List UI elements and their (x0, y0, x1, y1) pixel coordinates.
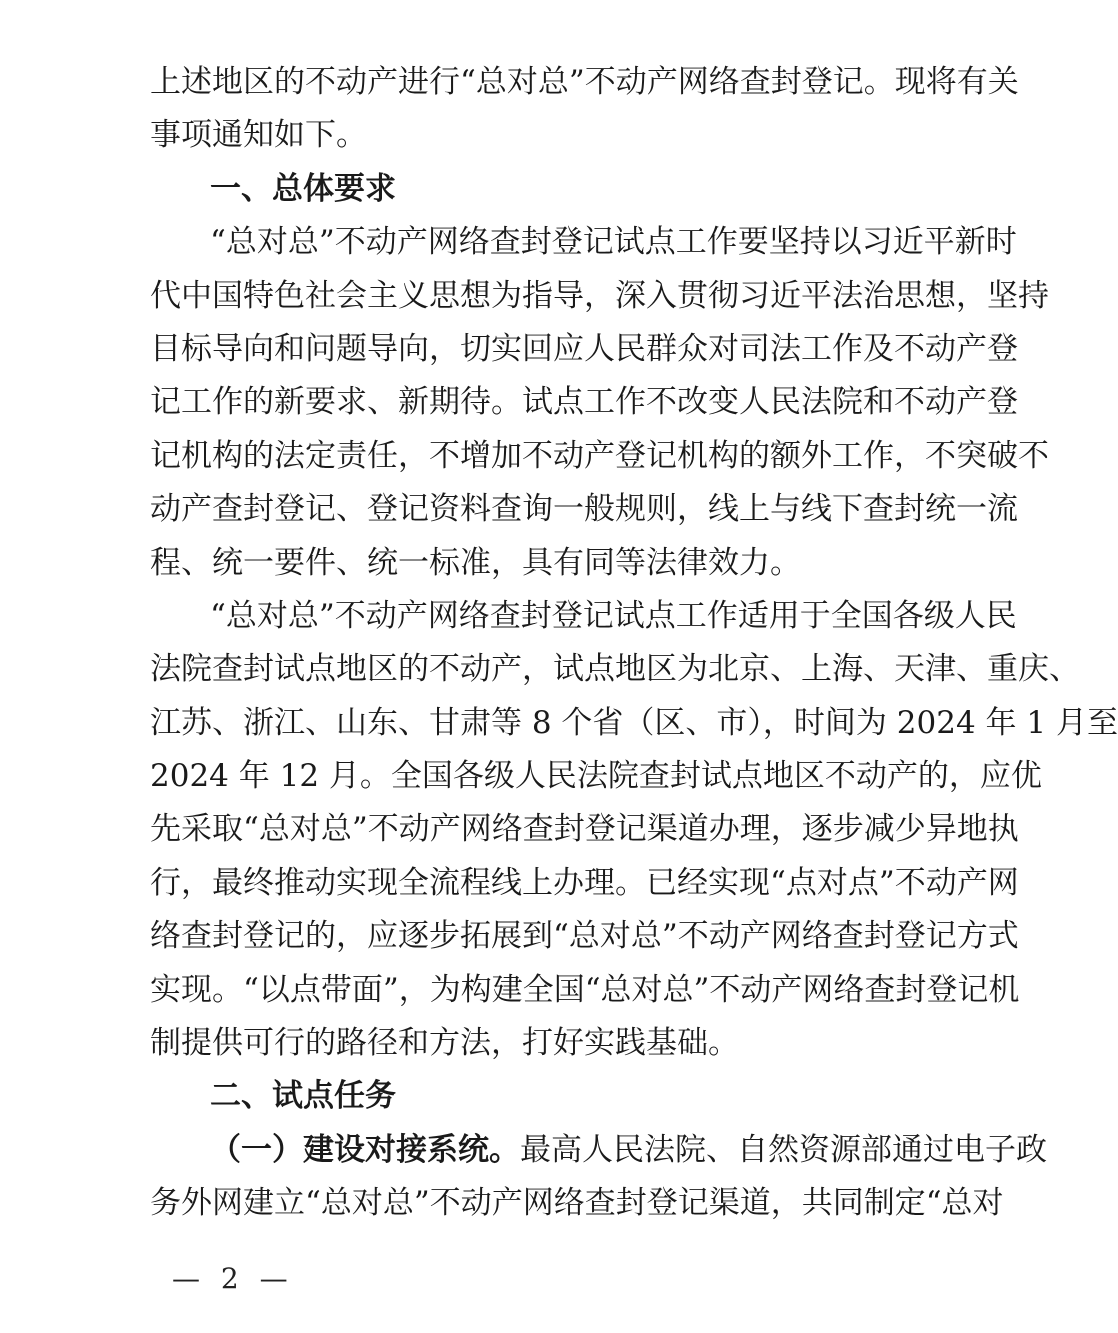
text-line: 实现。“以点带面”，为构建全国“总对总”不动产网络查封登记机 (150, 971, 1020, 1008)
section-heading: 一、总体要求 (210, 170, 396, 207)
text-line: 制提供可行的路径和方法，打好实践基础。 (150, 1025, 739, 1062)
text-run: 最高人民法院、自然资源部通过电子政 (520, 1131, 1047, 1168)
subsection-lead: （一）建设对接系统。 (210, 1131, 520, 1168)
text-line: “总对总”不动产网络查封登记试点工作要坚持以习近平新时 (210, 224, 1017, 261)
text-line: 记机构的法定责任，不增加不动产登记机构的额外工作，不突破不 (150, 437, 1049, 474)
text-line: 江苏、浙江、山东、甘肃等 8 个省（区、市），时间为 2024 年 1 月至 (150, 704, 1118, 741)
section-heading: 二、试点任务 (210, 1078, 396, 1115)
text-line: “总对总”不动产网络查封登记试点工作适用于全国各级人民 (210, 597, 1017, 634)
text-line (150, 1124, 1047, 1177)
text-line: 行，最终推动实现全流程线上办理。已经实现“点对点”不动产网 (150, 864, 1019, 901)
text-line: 上述地区的不动产进行“总对总”不动产网络查封登记。现将有关 (150, 64, 1019, 100)
text-line: 记工作的新要求、新期待。试点工作不改变人民法院和不动产登 (150, 384, 1018, 421)
text-line: 代中国特色社会主义思想为指导，深入贯彻习近平法治思想，坚持 (150, 277, 1049, 314)
text-line: 程、统一要件、统一标准，具有同等法律效力。 (150, 544, 801, 581)
document-body (150, 56, 1118, 1231)
text-line: 2024 年 12 月。全国各级人民法院查封试点地区不动产的，应优 (150, 758, 1042, 795)
text-line: 事项通知如下。 (150, 117, 367, 154)
text-line: 动产查封登记、登记资料查询一般规则，线上与线下查封统一流 (150, 491, 1018, 528)
text-line: 络查封登记的，应逐步拓展到“总对总”不动产网络查封登记方式 (150, 918, 1019, 955)
text-line: 先采取“总对总”不动产网络查封登记渠道办理，逐步减少异地执 (150, 811, 1019, 848)
page-number: — 2 — (172, 1262, 294, 1295)
text-line: 务外网建立“总对总”不动产网络查封登记渠道，共同制定“总对 (150, 1185, 1004, 1222)
text-line: 法院查封试点地区的不动产，试点地区为北京、上海、天津、重庆、 (150, 651, 1080, 688)
text-line: 目标导向和问题导向，切实回应人民群众对司法工作及不动产登 (150, 330, 1018, 367)
